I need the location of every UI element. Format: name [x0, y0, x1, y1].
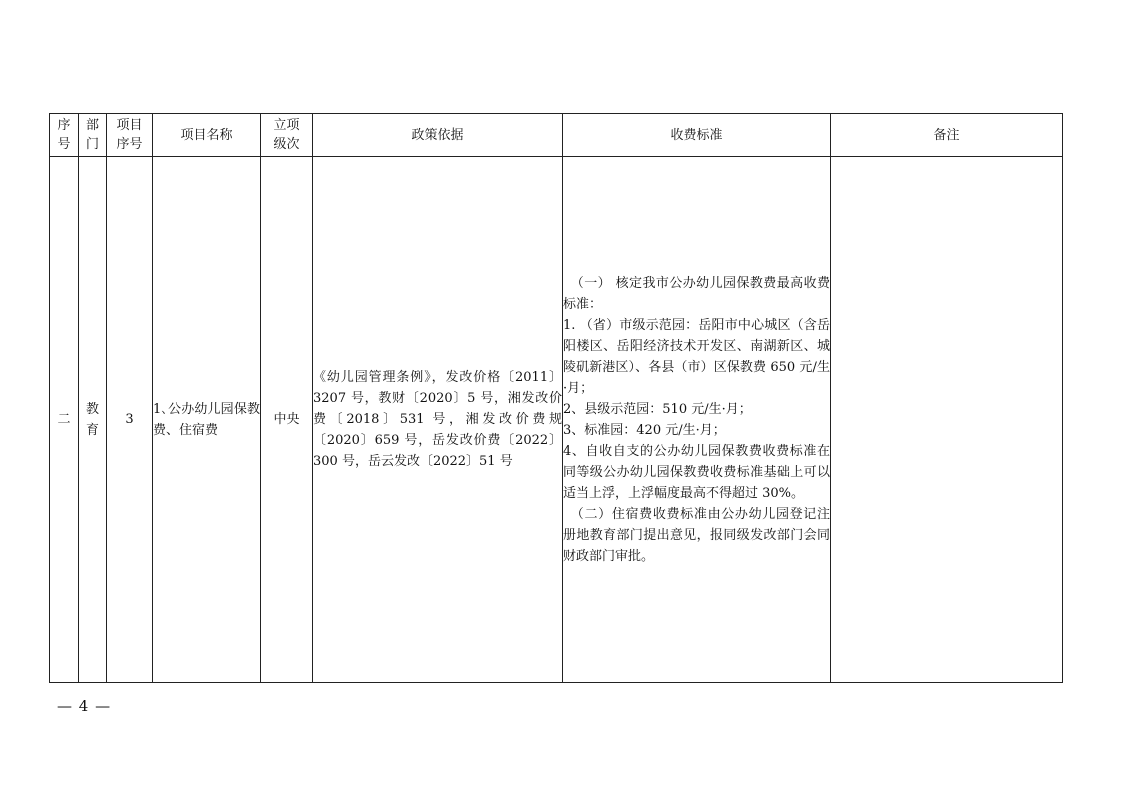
header-department-line-2: 门: [85, 137, 99, 152]
standard-paragraph-1: （一） 核定我市公办幼儿园保教费最高收费标准：: [563, 275, 830, 312]
cell-standard: [563, 157, 831, 683]
standard-paragraph-2: 1. （省）市级示范园：岳阳市中心城区（含岳阳楼区、岳阳经济技术开发区、南湖新区、城陵矶新港区）、各县（市）区保教费 650 元/生·月；: [563, 317, 830, 396]
cell-item-name: 1､公办幼儿园保教费、住宿费: [153, 157, 261, 683]
header-level-line-2: 级次: [273, 137, 300, 152]
cell-remark: [831, 157, 1063, 683]
table-header: [50, 114, 1063, 157]
header-item-seq: [107, 114, 153, 157]
cell-seq: 二: [50, 157, 79, 683]
table-body: [50, 157, 1063, 683]
header-department: [79, 114, 107, 157]
cell-policy: 《幼儿园管理条例》，发改价格〔2011〕3207 号，教财〔2020〕5 号，湘发改价费〔2018〕531 号，湘发改价费规〔2020〕659 号，岳发改价费〔2022〕300 号，岳云发改〔2022〕51 号: [313, 157, 563, 683]
header-item-seq-line-2: 序号: [116, 137, 143, 152]
page-number: — 4 —: [57, 697, 112, 715]
cell-department-line-1: 教: [85, 401, 99, 417]
cell-department-line-2: 育: [85, 422, 99, 438]
fee-standard-table: [49, 113, 1063, 683]
standard-paragraph-3: 2、县级示范园：510 元/生·月；: [563, 401, 752, 417]
standard-paragraph-5: 4、自收自支的公办幼儿园保教费收费标准在同等级公办幼儿园保教费收费标准基础上可以适当上浮，上浮幅度最高不得超过 30%。: [563, 443, 830, 501]
header-level-line-1: 立项: [273, 118, 300, 133]
header-level: [261, 114, 313, 157]
header-seq: [50, 114, 79, 157]
cell-department: [79, 157, 107, 683]
header-seq-line-1: 序: [57, 118, 71, 133]
cell-item-seq: 3: [107, 157, 153, 683]
header-seq-line-2: 号: [57, 137, 71, 152]
standard-paragraph-6: （二）住宿费收费标准由公办幼儿园登记注册地教育部门提出意见，报同级发改部门会同财政部门审批。: [563, 506, 830, 564]
header-item-seq-line-1: 项目: [116, 118, 143, 133]
table-row: [50, 157, 1063, 683]
header-item-name: 项目名称: [153, 114, 261, 157]
header-standard: 收费标准: [563, 114, 831, 157]
header-department-line-1: 部: [85, 118, 99, 133]
header-row: [50, 114, 1063, 157]
standard-paragraph-4: 3、标准园：420 元/生·月；: [563, 422, 726, 438]
header-policy: 政策依据: [313, 114, 563, 157]
header-remark: 备注: [831, 114, 1063, 157]
cell-level: 中央: [261, 157, 313, 683]
